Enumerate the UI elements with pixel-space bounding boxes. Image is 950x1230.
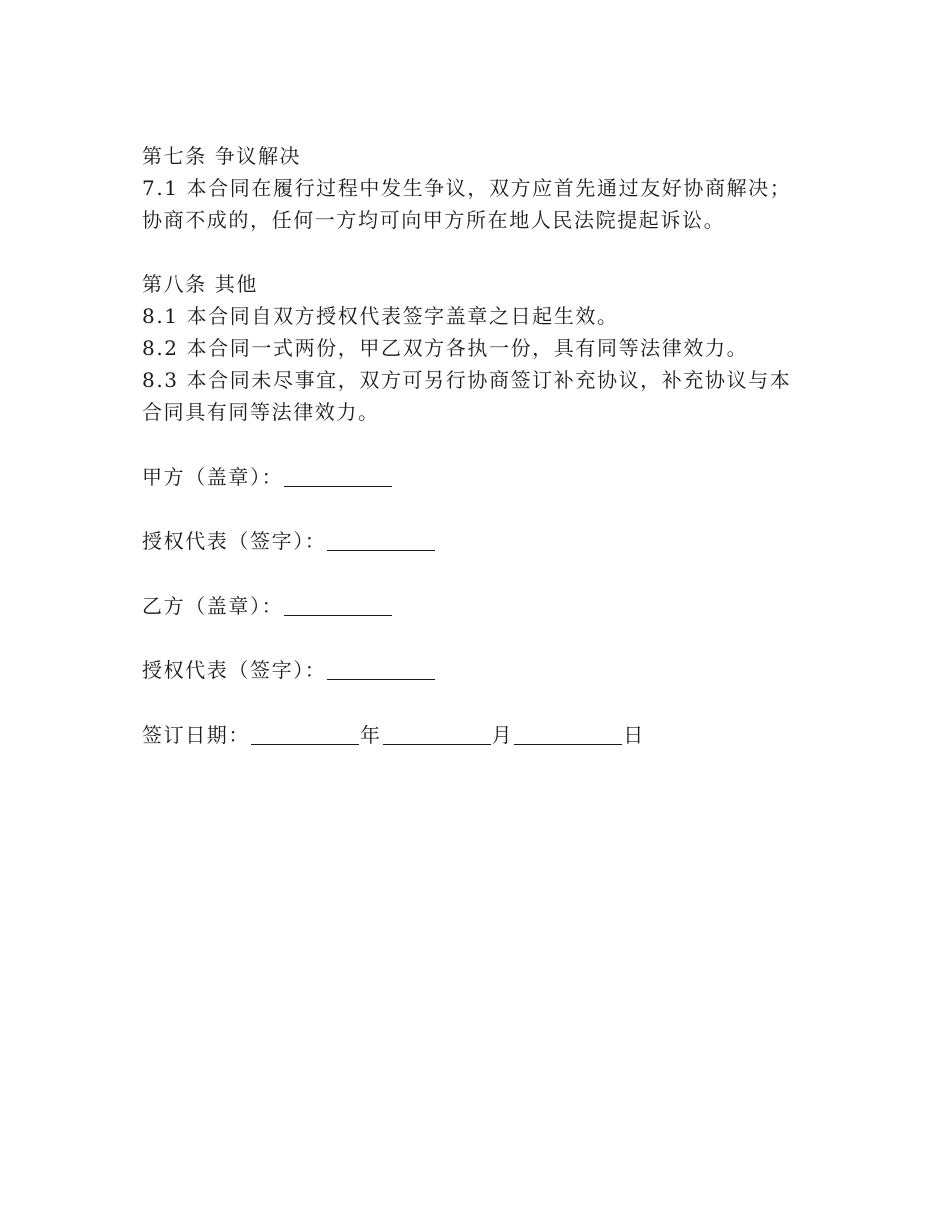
paragraph-gap — [142, 428, 822, 461]
party-b-rep-blank[interactable] — [327, 659, 435, 680]
party-a-rep-blank[interactable] — [327, 530, 435, 551]
day-blank[interactable] — [514, 724, 622, 745]
clause-8-2: 8.2 本合同一式两份，甲乙双方各执一份，具有同等法律效力。 — [142, 336, 749, 360]
party-b-seal-label: 乙方（盖章）： — [142, 593, 284, 618]
article-7-heading: 第七条 争议解决 — [142, 144, 302, 168]
day-label: 日 — [623, 722, 645, 747]
party-a-seal-row — [142, 461, 822, 493]
signing-date-row — [142, 719, 822, 751]
year-label: 年 — [360, 722, 382, 747]
party-b-seal-row — [142, 590, 822, 622]
month-blank[interactable] — [383, 724, 491, 745]
paragraph-gap — [142, 493, 822, 526]
clause-7-1-line-1: 7.1 本合同在履行过程中发生争议，双方应首先通过友好协商解决； — [142, 176, 792, 200]
party-b-rep-row — [142, 654, 822, 686]
clause-8-1: 8.1 本合同自双方授权代表签字盖章之日起生效。 — [142, 304, 619, 328]
article-8-heading: 第八条 其他 — [142, 272, 258, 296]
paragraph-gap — [142, 557, 822, 590]
paragraph-gap — [142, 686, 822, 719]
date-label: 签订日期： — [142, 722, 250, 747]
party-a-seal-label: 甲方（盖章）： — [142, 464, 284, 489]
party-b-seal-blank[interactable] — [284, 595, 392, 616]
party-a-seal-blank[interactable] — [284, 466, 392, 487]
paragraph-gap — [142, 236, 822, 268]
clause-8-3-line-2: 合同具有同等法律效力。 — [142, 400, 380, 424]
clause-8-3-line-1: 8.3 本合同未尽事宜，双方可另行协商签订补充协议，补充协议与本 — [142, 368, 792, 392]
contract-page — [142, 140, 822, 751]
party-a-rep-row — [142, 525, 822, 557]
month-label: 月 — [491, 722, 514, 747]
clause-7-1-line-2: 协商不成的，任何一方均可向甲方所在地人民法院提起诉讼。 — [142, 208, 726, 232]
party-b-rep-label: 授权代表（签字）： — [142, 658, 327, 682]
year-blank[interactable] — [251, 724, 359, 745]
party-a-rep-label: 授权代表（签字）： — [142, 529, 327, 553]
paragraph-gap — [142, 622, 822, 655]
